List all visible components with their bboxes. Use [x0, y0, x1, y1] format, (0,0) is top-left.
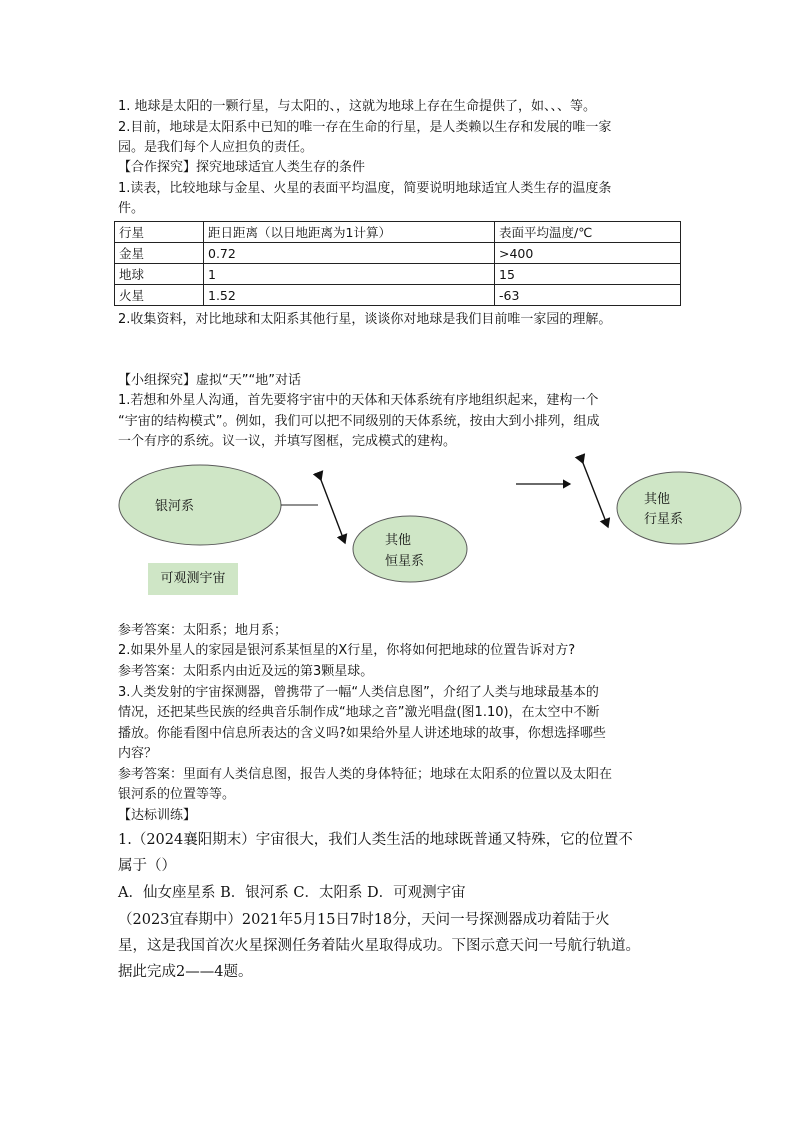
table-header-cell: 距日距离（以日地距离为1计算） — [204, 222, 495, 243]
practice-q2-line1: （2023宜春期中）2021年5月15日7时18分，天问一号探测器成功着陆于火 — [118, 912, 610, 928]
intro-p1: 1. 地球是太阳的一颗行星，与太阳的、，这就为地球上存在生命提供了，如、、、等。 — [118, 99, 597, 114]
group-q3-line2: 情况，还把某些民族的经典音乐制作成“地球之音”激光唱盘(图1.10)，在太空中不断 — [118, 705, 600, 720]
galaxy-label: 银河系 — [155, 499, 195, 514]
other-stars-label-2: 恒星系 — [385, 554, 425, 569]
observable-universe-box: 可观测宇宙 — [148, 563, 238, 595]
group-q2: 2.如果外星人的家园是银河系某恒星的X行星，你将如何把地球的位置告诉对方? — [118, 643, 576, 658]
group-answer-2: 参考答案：太阳系内由近及远的第3颗星球。 — [118, 664, 374, 679]
group-q1-line1: 1.若想和外星人沟通，首先要将宇宙中的天体和天体系统有序地组织起来，建构一个 — [118, 393, 599, 408]
table-cell: 1 — [204, 264, 495, 285]
table-cell: 金星 — [115, 243, 204, 264]
table-cell: >400 — [495, 243, 681, 264]
group-heading: 【小组探究】虚拟“天”“地”对话 — [118, 373, 301, 388]
coop-q1-line2: 件。 — [118, 201, 145, 216]
table-header-cell: 表面平均温度/℃ — [495, 222, 681, 243]
coop-q1-line1: 1.读表，比较地球与金星、火星的表面平均温度，简要说明地球适宜人类生存的温度条 — [118, 181, 612, 196]
group-q1-line2: “宇宙的结构模式”。例如，我们可以把不同级别的天体系统，按由大到小排列，组成 — [118, 414, 600, 429]
group-answer-3-line1: 参考答案：里面有人类信息图，报告人类的身体特征；地球在太阳系的位置以及太阳在 — [118, 767, 613, 782]
group-answer-1: 参考答案：太阳系；地月系； — [118, 623, 288, 638]
double-arrow — [583, 463, 608, 527]
table-cell: 15 — [495, 264, 681, 285]
coop-q2: 2.收集资料，对比地球和太阳系其他行星，谈谈你对地球是我们目前唯一家园的理解。 — [118, 312, 612, 327]
practice-q1-line1: 1.（2024襄阳期末）宇宙很大，我们人类生活的地球既普通又特殊，它的位置不 — [118, 832, 633, 848]
table-cell: 0.72 — [204, 243, 495, 264]
other-planets-label-1: 其他 — [644, 492, 671, 507]
intro-p2-line1: 2.目前，地球是太阳系中已知的唯一存在生命的行星，是人类赖以生存和发展的唯一家 — [118, 120, 612, 135]
table-cell: -63 — [495, 285, 681, 306]
practice-q1-options: A．仙女座星系 B．银河系 C．太阳系 D．可观测宇宙 — [118, 885, 466, 901]
other-stars-label-1: 其他 — [385, 533, 412, 548]
practice-q2-line2: 星，这是我国首次火星探测任务着陆火星取得成功。下图示意天问一号航行轨道。 — [118, 938, 640, 954]
other-planets-label-2: 行星系 — [644, 512, 684, 527]
coop-heading: 【合作探究】探究地球适宜人类生存的条件 — [118, 160, 366, 175]
practice-q2-line3: 据此完成2——4题。 — [118, 964, 253, 980]
table-cell: 火星 — [115, 285, 204, 306]
practice-heading: 【达标训练】 — [118, 808, 197, 823]
group-q1-line3: 一个有序的系统。议一议，并填写图框，完成模式的建构。 — [118, 434, 457, 449]
table-cell: 地球 — [115, 264, 204, 285]
group-q3-line3: 播放。你能看图中信息所表达的含义吗?如果给外星人讲述地球的故事，你想选择哪些 — [118, 726, 606, 741]
double-arrow — [321, 480, 345, 543]
table-header-cell: 行星 — [115, 222, 204, 243]
other-planetary-systems-ellipse — [617, 472, 741, 544]
group-answer-3-line2: 银河系的位置等等。 — [118, 787, 236, 802]
group-q3-line4: 内容？ — [118, 746, 158, 761]
galaxy-ellipse — [119, 465, 281, 545]
practice-q1-line2: 属于（） — [118, 858, 176, 874]
table-cell: 1.52 — [204, 285, 495, 306]
intro-p2-line2: 园。是我们每个人应担负的责任。 — [118, 140, 314, 155]
group-q3-line1: 3.人类发射的宇宙探测器，曾携带了一幅“人类信息图”，介绍了人类与地球最基本的 — [118, 685, 599, 700]
